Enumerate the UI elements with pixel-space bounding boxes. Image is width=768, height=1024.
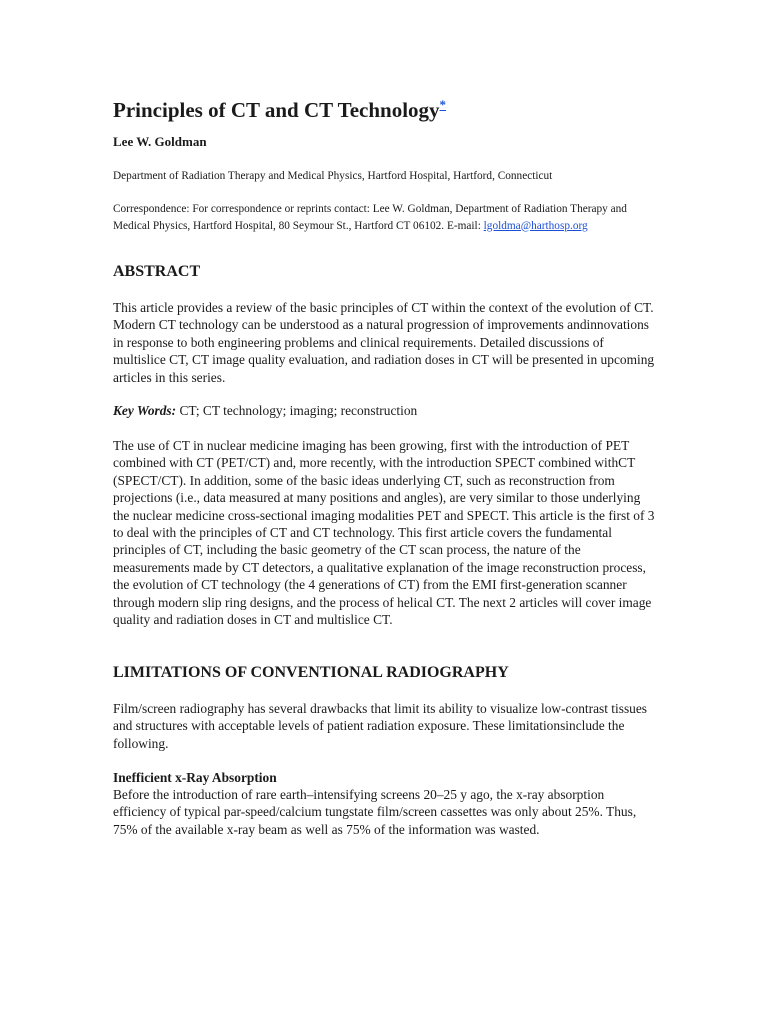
keywords bbox=[113, 402, 658, 419]
subsection-text: Before the introduction of rare earth–intensifying screens 20–25 y ago, the x-ray absorption efficiency of typical par-speed/calcium tungstate film/screen cassettes was only about 25%. Thus, 75% of the available x-ray beam as well as 75% of the information was wasted. bbox=[113, 787, 637, 837]
footnote-link[interactable]: * bbox=[439, 97, 447, 112]
page-title bbox=[113, 89, 446, 124]
affiliation: Department of Radiation Therapy and Medical Physics, Hartford Hospital, Hartford, Connecticut bbox=[113, 170, 553, 182]
correspondence-text: Correspondence: For correspondence or reprints contact: Lee W. Goldman, Department of Radiation Therapy and Medical Physics, Hartford Hospital, 80 Seymour St., Hartford CT 06102. E-mail: bbox=[113, 203, 627, 232]
title-footnote bbox=[440, 93, 447, 113]
abstract-text: This article provides a review of the basic principles of CT within the context of the evolution of CT. Modern CT technology can be understood as a natural progression of improvements andinnovations in response to both engineering problems and clinical requirements. Detailed discussions of multislice CT, CT image quality evaluation, and radiation doses in CT will be presented in upcoming articles in this series. bbox=[113, 300, 655, 385]
correspondence bbox=[113, 201, 633, 234]
limitations-text: Film/screen radiography has several drawbacks that limit its ability to visualize low-contrast tissues and structures with acceptable levels of patient radiation exposure. These limitationsinclude the following. bbox=[113, 701, 648, 751]
abstract-heading: ABSTRACT bbox=[113, 263, 201, 280]
author-name: Lee W. Goldman bbox=[113, 134, 207, 149]
subsection-heading: Inefficient x-Ray Absorption bbox=[113, 770, 277, 785]
email-link[interactable]: lgoldma@harthosp.org bbox=[483, 219, 588, 232]
intro-paragraph: The use of CT in nuclear medicine imaging has been growing, first with the introduction of PET combined with CT (PET/CT) and, more recently, with the introduction SPECT combined withCT (SPECT/CT). In addition, some of the basic ideas underlying CT, such as reconstruction from projections (i.e., data measured at many positions and angles), are very similar to those underlying the nuclear medicine cross-sectional imaging modalities PET and SPECT. This article is the first of 3 to deal with the principles of CT and CT technology. This first article covers the fundamental principles of CT, including the basic geometry of the CT scan process, the nature of the measurements made by CT detectors, a qualitative explanation of the image reconstruction process, the evolution of CT technology (the 4 generations of CT) from the EMI first-generation scanner through modern slip ring designs, and the process of helical CT. The next 2 articles will cover image quality and radiation doses in CT and multislice CT. bbox=[113, 438, 655, 628]
keywords-text: CT; CT technology; imaging; reconstruction bbox=[176, 403, 418, 418]
limitations-heading: LIMITATIONS OF CONVENTIONAL RADIOGRAPHY bbox=[113, 664, 509, 681]
keywords-label: Key Words: bbox=[113, 403, 177, 418]
title-text: Principles of CT and CT Technology bbox=[113, 98, 440, 122]
